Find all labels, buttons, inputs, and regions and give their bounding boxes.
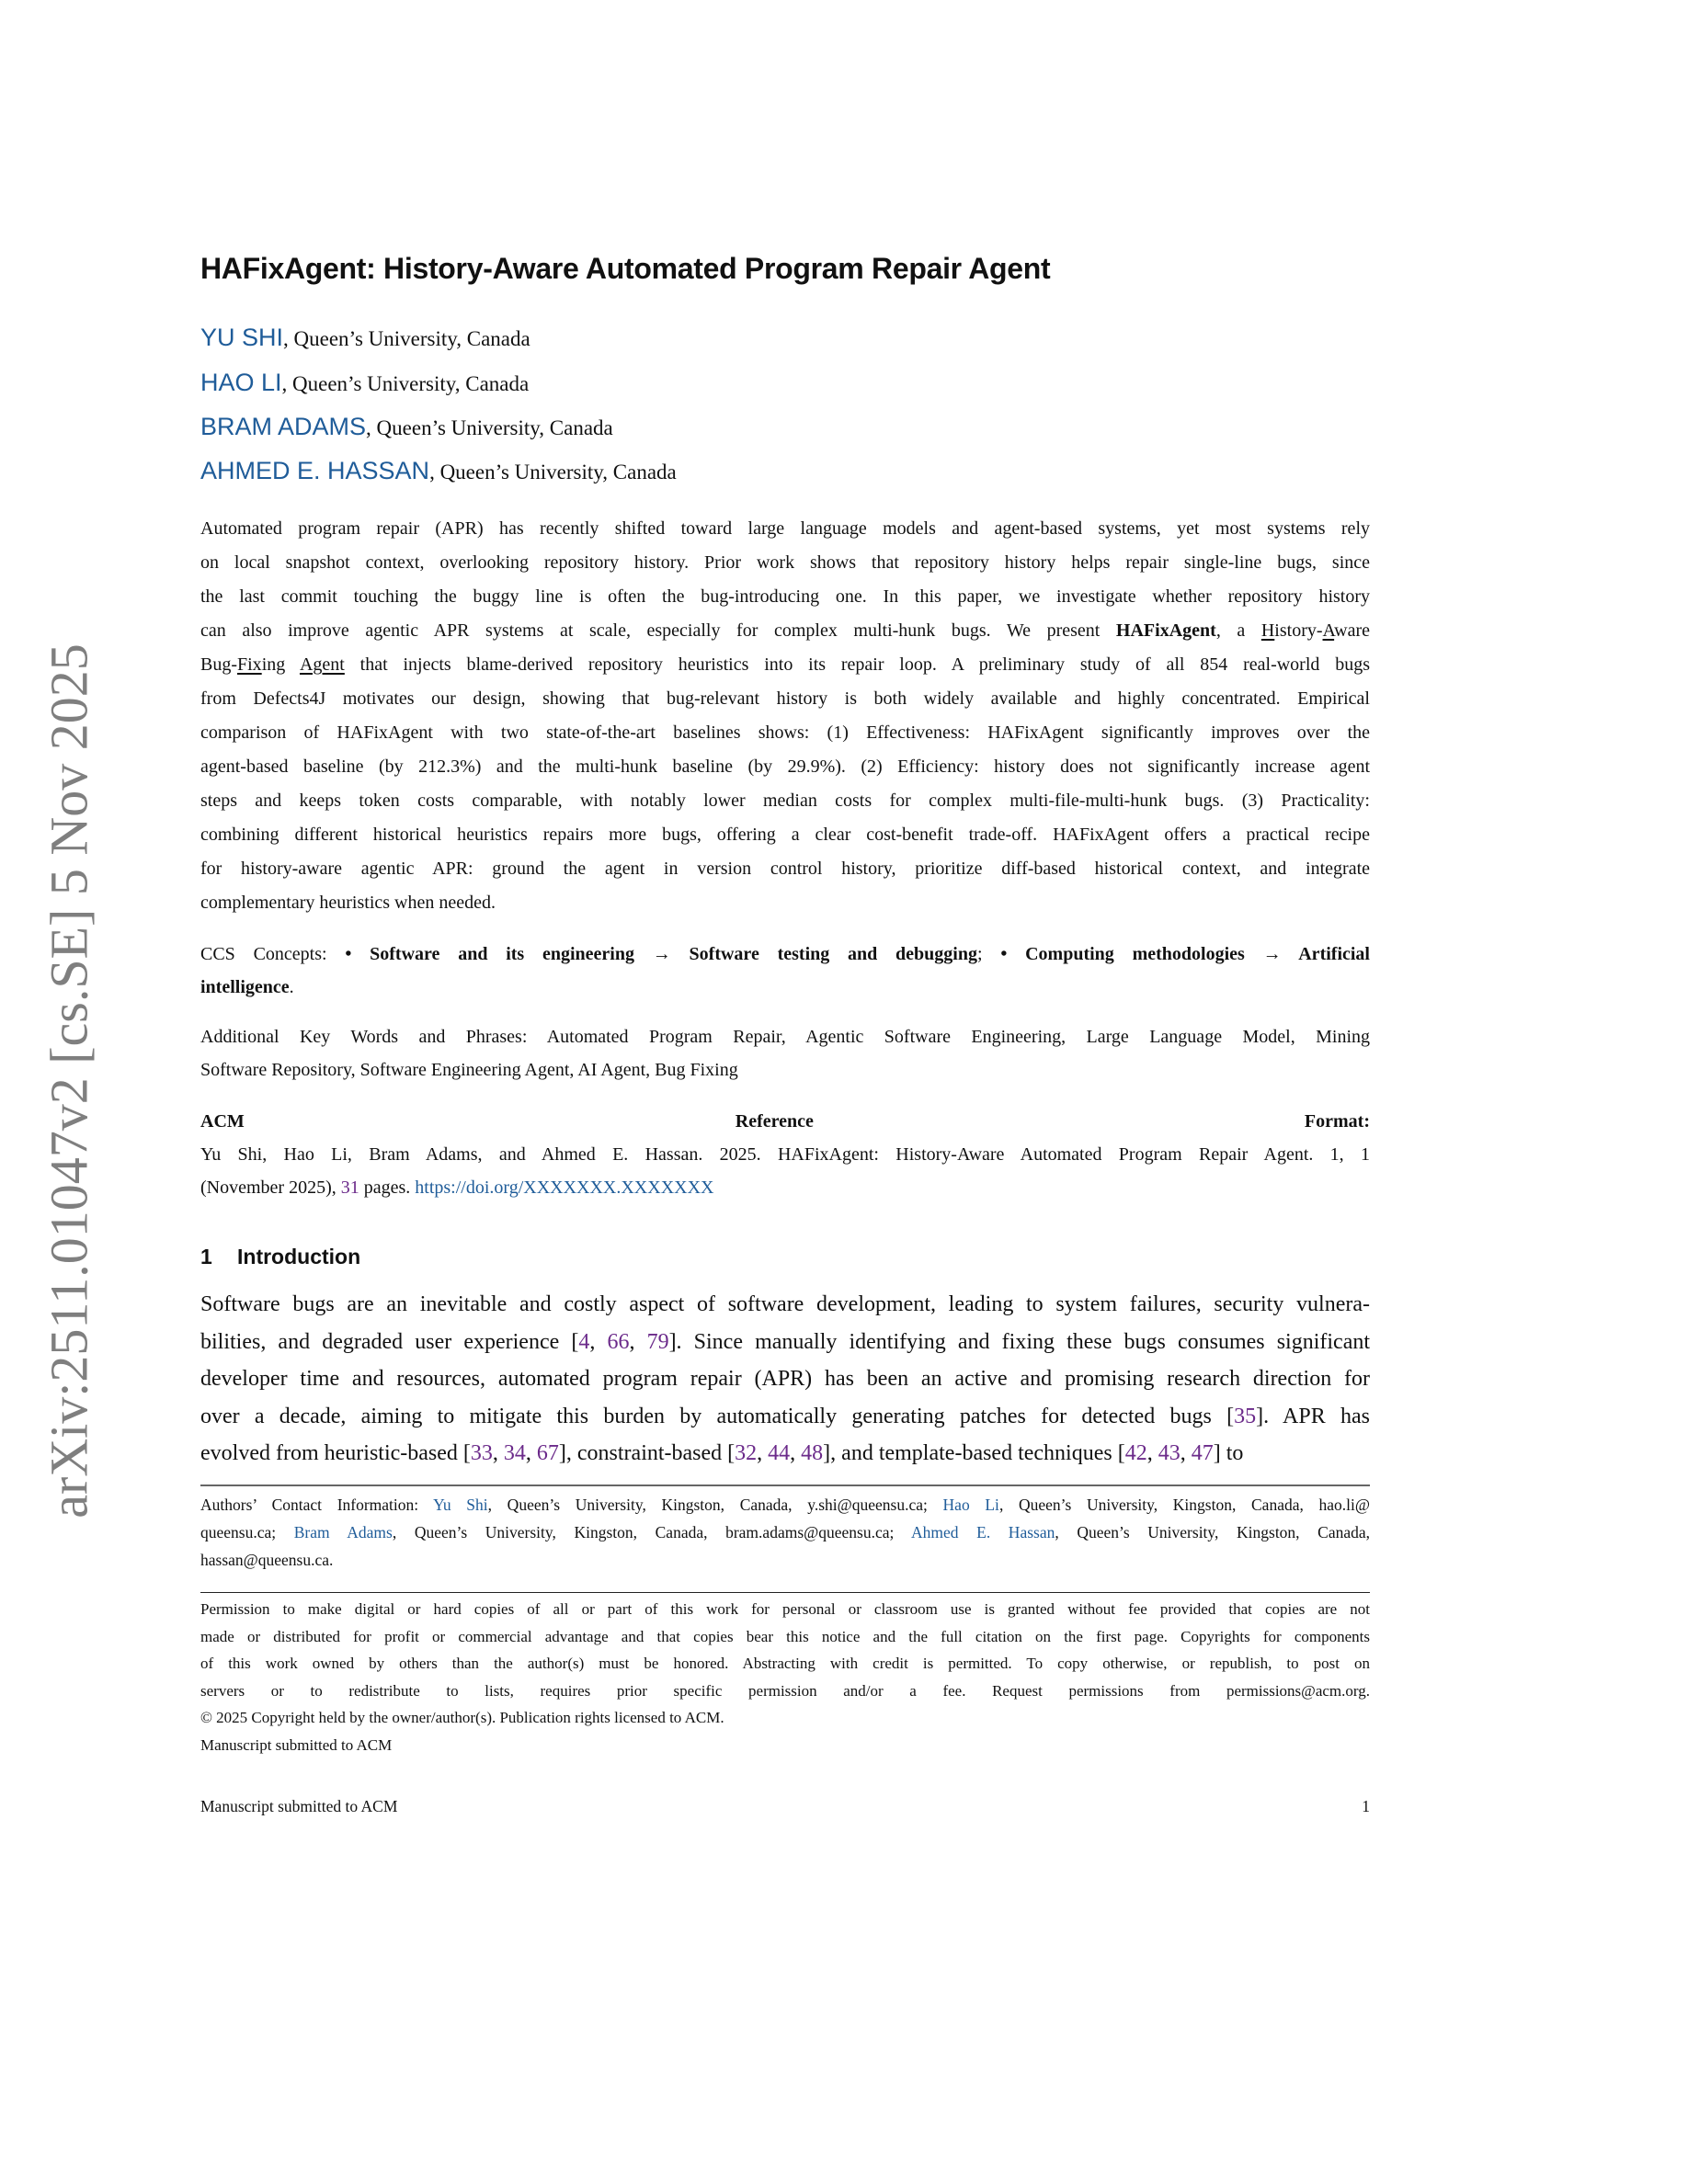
text-line [200, 750, 1370, 784]
underlined-text: Agent [299, 654, 345, 675]
text: ]. APR has [1256, 1404, 1370, 1428]
text-line [200, 971, 1370, 1004]
text: (November 2025), [200, 1177, 341, 1198]
underlined-text: H [1260, 620, 1275, 641]
text-line [200, 1704, 1370, 1732]
text: Automated program repair (APR) has recently shifted toward large language models and agent-based systems, yet most systems rely [200, 518, 1370, 539]
bold-text: intelligence [200, 977, 290, 997]
permission-divider [200, 1592, 1370, 1593]
text-line [200, 1105, 1370, 1138]
citation-link[interactable]: 31 [340, 1177, 359, 1198]
text-line [200, 1324, 1370, 1361]
text: of this work owned by others than the author(s) must be honored. Abstracting with credit is permitted. To copy otherwise, or republish, to post on [200, 1655, 1370, 1672]
text: Additional Key Words and Phrases: Automated Program Repair, Agentic Software Engineering, Large Language Model, Mining [200, 1027, 1370, 1047]
text-line [200, 1678, 1370, 1705]
text: queensu.ca; [200, 1523, 294, 1541]
author-affiliation: , Queen’s University, Canada [281, 372, 530, 395]
text: servers or to redistribute to lists, requires prior specific permission and/or a fee. Request permissions from permissions@acm.org. [200, 1681, 1370, 1700]
hyperlink[interactable]: Yu Shi [433, 1496, 488, 1514]
text-line [200, 1650, 1370, 1678]
bold-text: • Software and its engineering → Software testing and debugging [345, 944, 977, 964]
text: complementary heuristics when needed. [200, 893, 496, 913]
author-affiliation: , Queen’s University, Canada [429, 461, 677, 483]
text: . [289, 977, 294, 997]
citation-link[interactable]: 34 [503, 1441, 526, 1465]
text: made or distributed for profit or commercial advantage and that copies bear this notice and the full citation on the first page. Copyrights for components [200, 1627, 1370, 1645]
text: bilities, and degraded user experience [ [200, 1329, 579, 1354]
text: ]. Since manually identifying and fixing these bugs consumes significant [668, 1329, 1371, 1354]
citation-link[interactable]: 66 [607, 1329, 630, 1354]
text: developer time and resources, automated program repair (APR) has been an active and promising research direction for [200, 1367, 1370, 1391]
text-line [200, 886, 1370, 920]
citation-link[interactable]: 4 [578, 1329, 590, 1354]
text-line [200, 1491, 1370, 1519]
text: evolved from heuristic-based [ [200, 1441, 471, 1465]
text-line [200, 546, 1370, 580]
text-line [200, 938, 1370, 971]
text: © 2025 Copyright held by the owner/author(s). Publication rights licensed to ACM. [200, 1709, 724, 1726]
citation-link[interactable]: 48 [801, 1441, 824, 1465]
section-number: 1 [200, 1245, 212, 1268]
underlined-text: Fix [237, 654, 262, 675]
text: , [757, 1441, 769, 1465]
hyperlink[interactable]: Bram Adams [293, 1523, 393, 1541]
hyperlink[interactable]: Hao Li [942, 1496, 999, 1514]
text: that injects blame-derived repository heuristics into its repair loop. A preliminary study of all 854 real-world bugs [344, 654, 1370, 675]
citation-link[interactable]: 47 [1191, 1441, 1214, 1465]
arxiv-stamp: arXiv:2511.01047v2 [cs.SE] 5 Nov 2025 [39, 643, 99, 1519]
text-line [200, 1360, 1370, 1398]
text: Yu Shi, Hao Li, Bram Adams, and Ahmed E. Hassan. 2025. HAFixAgent: History-Aware Automated Program Repair Agent. 1, 1 [200, 1144, 1370, 1165]
introduction-paragraph [200, 1286, 1370, 1473]
text: on local snapshot context, overlooking repository history. Prior work shows that repository history helps repair single-line bugs, since [200, 552, 1370, 573]
text-line [200, 716, 1370, 750]
text-line [200, 784, 1370, 818]
text-line [200, 614, 1370, 648]
text: , [525, 1441, 537, 1465]
text-line [200, 1053, 1370, 1086]
abstract [200, 512, 1370, 920]
author-2 [200, 369, 529, 397]
footer-manuscript-note: Manuscript submitted to ACM [200, 1797, 398, 1815]
text: Bug- [200, 654, 237, 675]
citation-link[interactable]: 42 [1124, 1441, 1147, 1465]
text-line [200, 1138, 1370, 1171]
text-line [200, 1596, 1370, 1623]
text: , Queen’s University, Kingston, Canada, hao.li@ [998, 1496, 1371, 1514]
text: pages. [359, 1177, 416, 1198]
acm-reference-format [200, 1105, 1370, 1204]
text: steps and keeps token costs comparable, with notably lower median costs for complex multi-file-multi-hunk bugs. (3) Practicality: [200, 791, 1370, 811]
citation-link[interactable]: 33 [470, 1441, 493, 1465]
text: , [589, 1329, 608, 1354]
text: over a decade, aiming to mitigate this burden by automatically generating patches for detected bugs [ [200, 1404, 1235, 1428]
author-affiliation: , Queen’s University, Canada [366, 416, 613, 439]
text: can also improve agentic APR systems at scale, especially for complex multi-hunk bugs. We present [200, 620, 1116, 641]
text: the last commit touching the buggy line is often the bug-introducing one. In this paper, we investigate whether repository history [200, 586, 1370, 607]
text: agent-based baseline (by 212.3%) and the multi-hunk baseline (by 29.9%). (2) Efficiency: history does not significantly increase agent [200, 756, 1370, 777]
section-heading-introduction [200, 1245, 1370, 1269]
citation-link[interactable]: 67 [536, 1441, 559, 1465]
text: , [1146, 1441, 1158, 1465]
citation-link[interactable]: 44 [768, 1441, 791, 1465]
hyperlink[interactable]: Ahmed E. Hassan [911, 1523, 1055, 1541]
bold-text: ACM Reference Format: [200, 1111, 1370, 1132]
text: , Queen’s University, Kingston, Canada, bram.adams@queensu.ca; [392, 1523, 912, 1541]
text: combining different historical heuristics repairs more bugs, offering a clear cost-benefit trade-off. HAFixAgent offers a practical recipe [200, 825, 1370, 845]
paper-title: HAFixAgent: History-Aware Automated Program Repair Agent [200, 252, 1051, 285]
author-3 [200, 413, 613, 441]
text-line [200, 1623, 1370, 1651]
text: istory- [1274, 620, 1323, 641]
underlined-text: A [1322, 620, 1335, 641]
text: Permission to make digital or hard copies of all or part of this work for personal or classroom use is granted without fee provided that copies are not [200, 1600, 1370, 1618]
text: comparison of HAFixAgent with two state-of-the-art baselines shows: (1) Effectiveness: HAFixAgent significantly improves over the [200, 722, 1370, 743]
text: ware [1334, 620, 1370, 641]
author-affiliation: , Queen’s University, Canada [283, 327, 530, 350]
permission-notice [200, 1596, 1370, 1758]
text: ; [976, 944, 1001, 964]
author-name[interactable]: BRAM ADAMS [200, 413, 367, 440]
text: , [1180, 1441, 1192, 1465]
text-line [200, 852, 1370, 886]
text-line [200, 1286, 1370, 1324]
text: hassan@queensu.ca. [200, 1551, 334, 1569]
text: , Queen’s University, Kingston, Canada, [1055, 1523, 1371, 1541]
text: , [492, 1441, 504, 1465]
text-line [200, 1435, 1370, 1473]
text-line [200, 1171, 1370, 1204]
text: ] to [1213, 1441, 1244, 1465]
footnote-divider [200, 1484, 1370, 1486]
text: ing [261, 654, 300, 675]
author-name[interactable]: HAO LI [200, 369, 282, 396]
citation-link[interactable]: 79 [646, 1329, 669, 1354]
page-number: 1 [1362, 1797, 1370, 1815]
text: Software Repository, Software Engineering Agent, AI Agent, Bug Fixing [200, 1060, 738, 1080]
text: CCS Concepts: [200, 944, 346, 964]
text: from Defects4J motivates our design, showing that bug-relevant history is both widely available and highly concentrated. Empirical [200, 688, 1370, 709]
text: , [629, 1329, 647, 1354]
authors-contact-information [200, 1491, 1370, 1574]
text: Authors’ Contact Information: [200, 1496, 434, 1514]
hyperlink[interactable]: https://doi.org/XXXXXXX.XXXXXXX [415, 1177, 714, 1198]
bold-text: • Computing methodologies → Artificial [1000, 944, 1370, 964]
text-line [200, 818, 1370, 852]
text: ], and template-based techniques [ [823, 1441, 1125, 1465]
author-name[interactable]: YU SHI [200, 324, 284, 351]
text: Software bugs are an inevitable and costly aspect of software development, leading to system failures, security vulnera- [200, 1292, 1370, 1316]
text-line [200, 1398, 1370, 1436]
text-line [200, 1546, 1370, 1574]
text: Manuscript submitted to ACM [200, 1735, 393, 1754]
text-line [200, 512, 1370, 546]
text: , Queen’s University, Kingston, Canada, y.shi@queensu.ca; [487, 1496, 943, 1514]
citation-link[interactable]: 32 [735, 1441, 758, 1465]
section-title: Introduction [237, 1245, 361, 1268]
author-name[interactable]: AHMED E. HASSAN [200, 457, 430, 484]
keywords [200, 1020, 1370, 1086]
author-1 [200, 324, 530, 352]
text-line [200, 1020, 1370, 1053]
text: , [790, 1441, 802, 1465]
citation-link[interactable]: 35 [1234, 1404, 1257, 1428]
text-line [200, 1732, 1370, 1759]
text-line [200, 682, 1370, 716]
ccs-concepts [200, 938, 1370, 1004]
text-line [200, 580, 1370, 614]
page-footer [200, 1797, 1370, 1816]
text-line [200, 648, 1370, 682]
text: ], constraint-based [ [558, 1441, 736, 1465]
bold-text: HAFixAgent [1115, 620, 1216, 641]
text-line [200, 1519, 1370, 1546]
text: , a [1215, 620, 1261, 641]
author-4 [200, 457, 677, 485]
citation-link[interactable]: 43 [1158, 1441, 1180, 1465]
text: for history-aware agentic APR: ground the agent in version control history, prioritize diff-based historical context, and integrate [200, 859, 1370, 879]
